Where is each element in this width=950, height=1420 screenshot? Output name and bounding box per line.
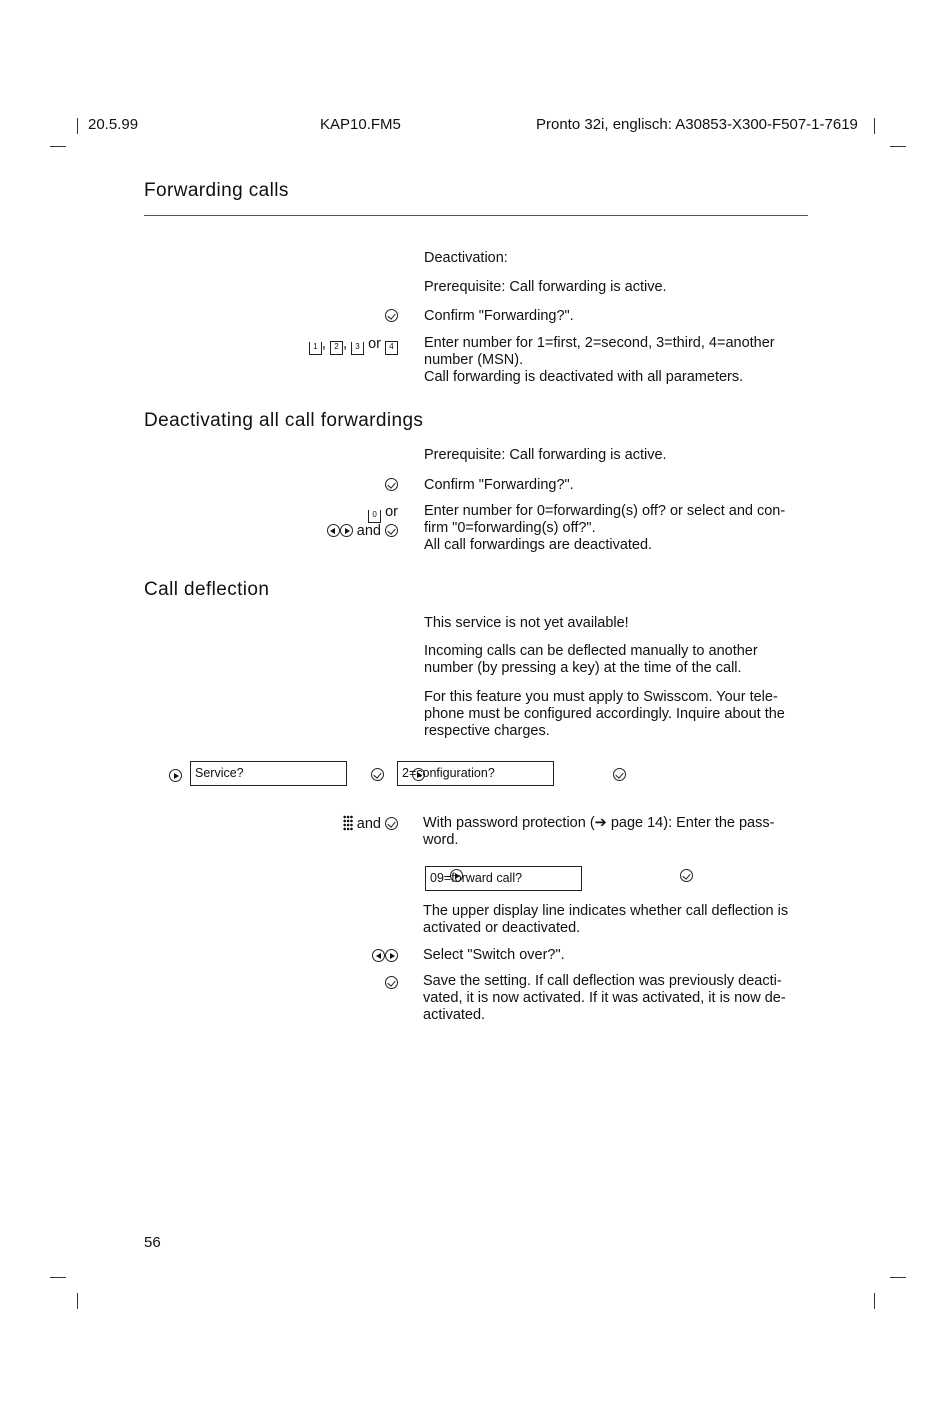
keypad-icon [343, 815, 353, 831]
save-text: Save the setting. If call deflection was previously deacti-vated, it is now activated. If it was activated, it is now de-activated. [423, 973, 786, 1023]
crop-mark [890, 146, 906, 147]
call-deflection-title: Call deflection [144, 579, 270, 600]
header-product: Pronto 32i, englisch: A30853-X300-F507-1-7619 [536, 116, 858, 133]
select-text: Select "Switch over?". [423, 947, 565, 963]
deflection-info-1: Incoming calls can be deflected manually to another number (by pressing a key) at the time of the call. [424, 643, 758, 676]
crop-mark [890, 1277, 906, 1278]
key-1-icon: 1 [309, 342, 322, 355]
deflection-info-2: For this feature you must apply to Swisscom. Your tele-phone must be configured accordingly. Inquire about the respective charges. [424, 689, 785, 739]
deactivation-heading: Deactivation: [424, 250, 508, 266]
crop-mark [77, 118, 78, 134]
deactivation-prerequisite: Prerequisite: Call forwarding is active. [424, 279, 667, 295]
crop-mark [50, 146, 66, 147]
crop-mark [874, 1293, 875, 1309]
configuration-display: 2=configuration? [397, 761, 554, 786]
confirm-step [385, 308, 398, 325]
or-label: or [385, 504, 398, 520]
forward-call-display: 09=forward call? [425, 866, 582, 891]
confirm-icon [385, 524, 398, 537]
deactivation-confirm: Confirm "Forwarding?". [424, 308, 574, 324]
confirm-icon [385, 309, 398, 322]
confirm-icon [371, 768, 384, 781]
save-step [385, 975, 398, 992]
navigate-step [327, 523, 398, 540]
crop-mark [50, 1277, 66, 1278]
deactivate-all-enter-line2: All call forwardings are deactivated. [424, 537, 653, 553]
left-arrow-icon [372, 949, 385, 962]
keys-separator: , [342, 336, 347, 352]
key-0-icon: 0 [368, 510, 381, 523]
confirm-icon [613, 768, 626, 781]
deactivate-all-title: Deactivating all call forwardings [144, 410, 424, 431]
key-4-icon: 4 [385, 341, 398, 355]
and-label: and [356, 523, 381, 539]
deactivation-enter-line1: Enter number for 1=first, 2=second, 3=third, 4=another number (MSN). [424, 335, 775, 368]
deactivate-all-enter-line1: Enter number for 0=forwarding(s) off? or select and con-firm "0=forwarding(s) off?". [424, 503, 786, 536]
keys-or: or [368, 336, 381, 352]
service-display: Service? [190, 761, 347, 786]
confirm-icon [385, 976, 398, 989]
page-number: 56 [144, 1234, 161, 1251]
key-0-step [368, 504, 398, 523]
not-available-text: This service is not yet available! [424, 615, 629, 631]
deactivate-all-confirm: Confirm "Forwarding?". [424, 477, 574, 493]
title-rule [144, 215, 808, 216]
password-step [343, 815, 398, 833]
confirm-icon [385, 817, 398, 830]
confirm-icon [385, 478, 398, 491]
right-arrow-icon [385, 949, 398, 962]
number-keys [309, 336, 398, 355]
key-2-icon: 2 [330, 341, 343, 355]
deactivation-enter [424, 335, 809, 386]
page-title: Forwarding calls [144, 180, 289, 201]
keys-separator: , [321, 336, 326, 352]
header-file: KAP10.FM5 [320, 116, 401, 133]
confirm-step [385, 477, 398, 494]
key-3-icon: 3 [351, 342, 364, 355]
deactivate-all-prerequisite: Prerequisite: Call forwarding is active. [424, 447, 667, 463]
left-arrow-icon [327, 524, 340, 537]
select-step [372, 948, 398, 965]
header-date: 20.5.99 [88, 116, 139, 133]
and-label: and [356, 816, 381, 832]
password-text: With password protection (➔ page 14): Enter the pass-word. [423, 815, 775, 848]
deactivation-enter-line2: Call forwarding is deactivated with all parameters. [424, 369, 744, 385]
upper-line-text: The upper display line indicates whether call deflection is activated or deactivated. [423, 903, 789, 936]
deactivate-all-enter [424, 503, 809, 554]
right-arrow-icon [340, 524, 353, 537]
right-arrow-icon [169, 769, 182, 782]
crop-mark [874, 118, 875, 134]
confirm-icon [680, 869, 693, 882]
crop-mark [77, 1293, 78, 1309]
